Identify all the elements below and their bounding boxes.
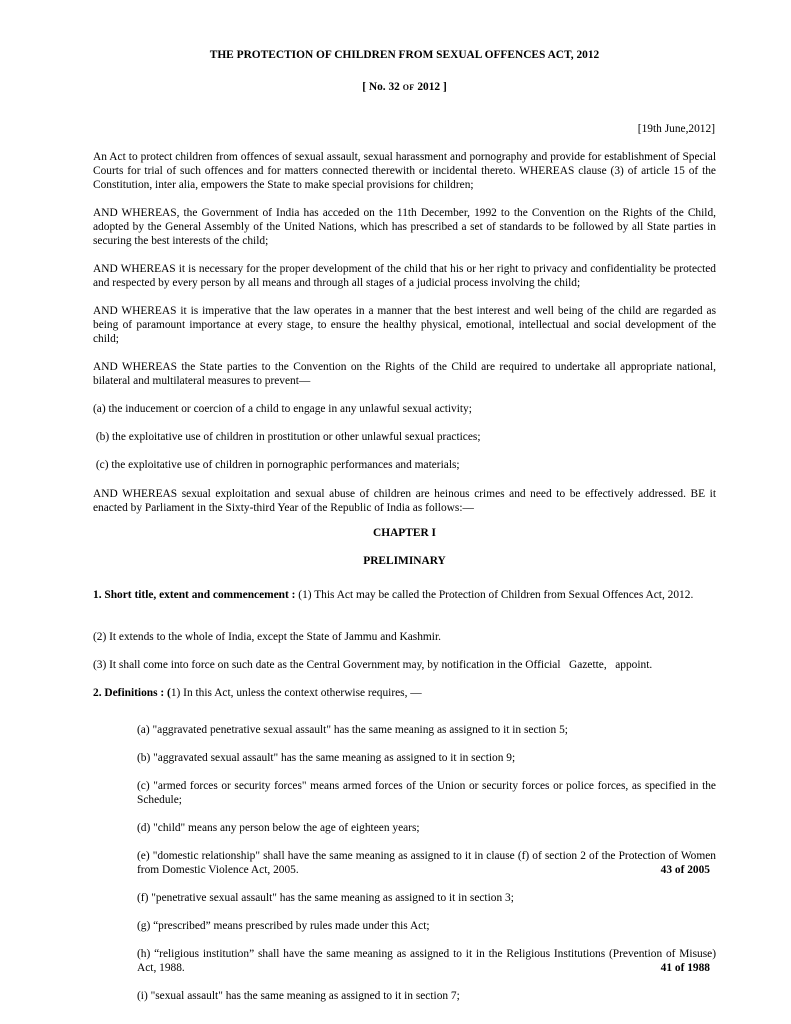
- section-1-subsection-2: (2) It extends to the whole of India, except the State of Jammu and Kashmir.: [93, 631, 441, 643]
- preamble-enacting-clause: AND WHEREAS sexual exploitation and sexual abuse of children are heinous crimes and need to be effectively addressed. BE it enacted by Parliament in the Sixty-third Year of the Republic of India as follows:—: [93, 488, 716, 514]
- definition-i: (i) "sexual assault" has the same meaning as assigned to it in section 7;: [137, 990, 460, 1002]
- definition-b: (b) "aggravated sexual assault" has the same meaning as assigned to it in section 9;: [137, 752, 516, 764]
- preamble-paragraph-3: AND WHEREAS it is necessary for the proper development of the child that his or her right to privacy and confidentiality be protected and respected by every person by all means and through all stages of a judicial process involving the child;: [93, 263, 716, 289]
- act-title: THE PROTECTION OF CHILDREN FROM SEXUAL OFFENCES ACT, 2012: [209, 49, 600, 61]
- section-1-heading: 1. Short title, extent and commencement :: [93, 589, 296, 601]
- preamble-clause-b: (b) the exploitative use of children in prostitution or other unlawful sexual practices;: [93, 431, 481, 443]
- definition-a: (a) "aggravated penetrative sexual assault" has the same meaning as assigned to it in section 5;: [137, 724, 568, 736]
- definition-h: [137, 947, 716, 975]
- definition-h-text: (h) “religious institution” shall have the same meaning as assigned to it in the Religious Institutions (Prevention of Misuse) Act, 1988.: [137, 948, 716, 974]
- definition-e-reference: 43 of 2005: [660, 864, 710, 876]
- section-2-text: 1) In this Act, unless the context otherwise requires, —: [170, 687, 422, 699]
- act-number-of: OF: [402, 83, 415, 92]
- preamble-paragraph-1: An Act to protect children from offences of sexual assault, sexual harassment and pornography and provide for establishment of Special Courts for trial of such offences and for matters connected therewith or incidental thereto. WHEREAS clause (3) of article 15 of the Constitution, inter alia, empowers the State to make special provisions for children;: [93, 151, 716, 191]
- section-1-subsection-3: (3) It shall come into force on such date as the Central Government may, by notification in the Official Gazette, appoint.: [93, 659, 653, 671]
- act-number: [93, 80, 716, 95]
- definition-e-text: (e) "domestic relationship" shall have the same meaning as assigned to it in clause (f) of section 2 of the Protection of Women from Domestic Violence Act, 2005.: [137, 850, 716, 876]
- act-date: [19th June,2012]: [637, 123, 715, 135]
- section-2-heading: 2. Definitions : (: [93, 687, 171, 699]
- definition-h-reference: 41 of 1988: [660, 962, 710, 974]
- definition-g: (g) “prescribed” means prescribed by rules made under this Act;: [137, 920, 430, 932]
- chapter-name: PRELIMINARY: [363, 555, 446, 567]
- section-1-text: (1) This Act may be called the Protection of Children from Sexual Offences Act, 2012.: [295, 589, 694, 601]
- preamble-clause-a: (a) the inducement or coercion of a child to engage in any unlawful sexual activity;: [93, 403, 472, 415]
- definition-c: (c) "armed forces or security forces" means armed forces of the Union or security forces or police forces, as specified in the Schedule;: [137, 780, 716, 806]
- preamble-paragraph-5: AND WHEREAS the State parties to the Convention on the Rights of the Child are required to undertake all appropriate national, bilateral and multilateral measures to prevent—: [93, 361, 716, 387]
- act-number-prefix: [ No. 32: [362, 81, 400, 93]
- preamble-paragraph-4: AND WHEREAS it is imperative that the law operates in a manner that the best interest and well being of the child are regarded as being of paramount importance at every stage, to ensure the healthy physical, emotional, intellectual and social development of the child;: [93, 305, 716, 345]
- chapter-number: CHAPTER I: [373, 527, 436, 539]
- preamble-paragraph-2: AND WHEREAS, the Government of India has acceded on the 11th December, 1992 to the Convention on the Rights of the Child, adopted by the General Assembly of the United Nations, which has prescribed a set of standards to be followed by all State parties in securing the best interests of the child;: [93, 207, 716, 247]
- section-1: [93, 588, 716, 602]
- section-2: [93, 686, 716, 700]
- definition-e: [137, 849, 716, 877]
- preamble-clause-c: (c) the exploitative use of children in pornographic performances and materials;: [93, 459, 460, 471]
- definition-d: (d) "child" means any person below the age of eighteen years;: [137, 822, 420, 834]
- definition-f: (f) "penetrative sexual assault" has the same meaning as assigned to it in section 3;: [137, 892, 514, 904]
- act-number-suffix: 2012 ]: [417, 81, 447, 93]
